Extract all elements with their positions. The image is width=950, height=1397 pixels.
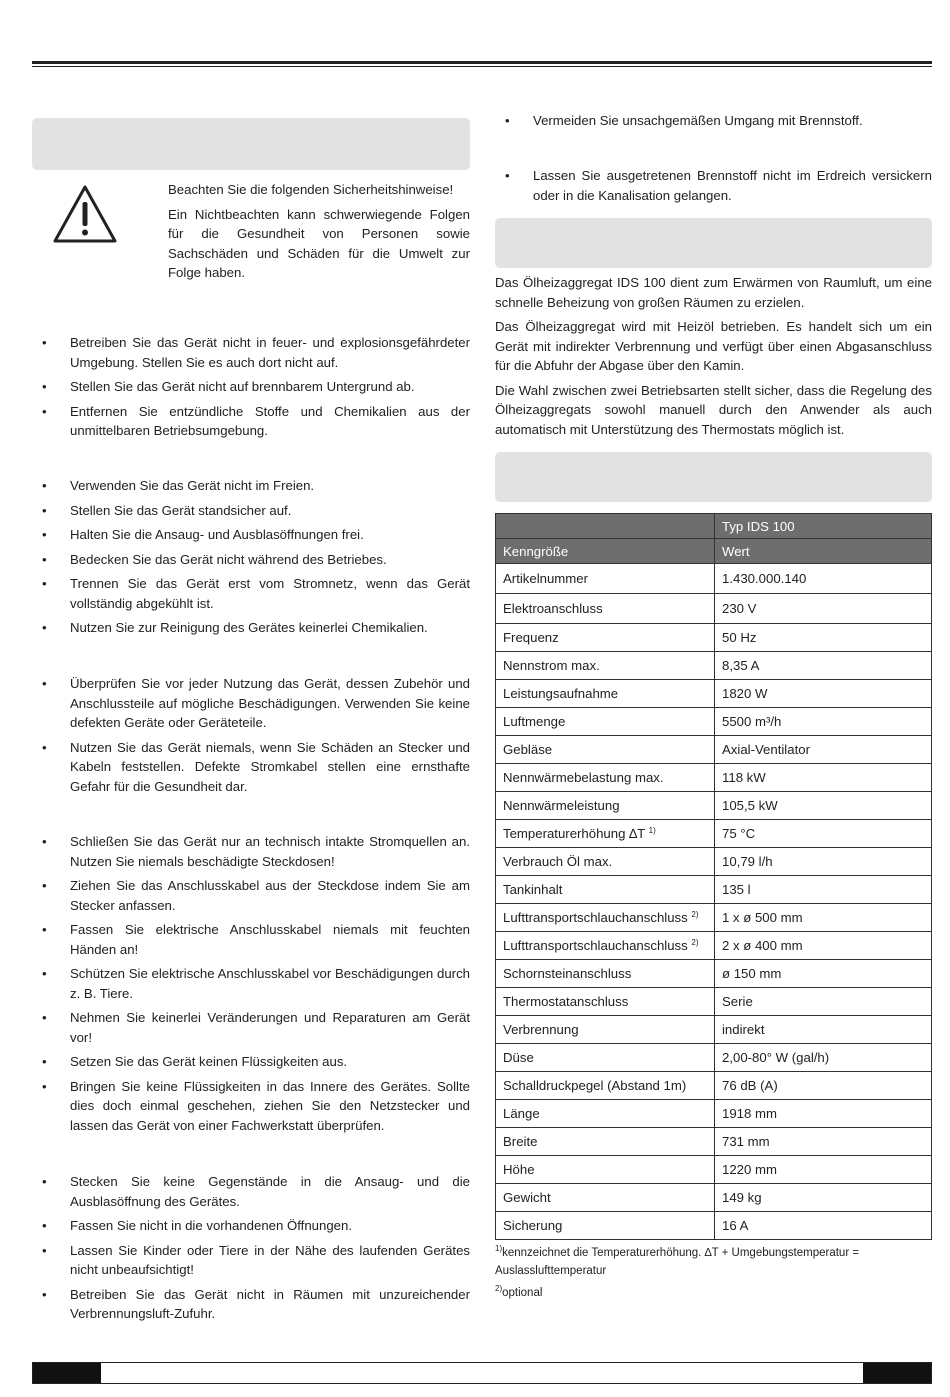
spec-name: Lufttransportschlauchanschluss xyxy=(503,910,688,925)
list-item: • Verwenden Sie das Gerät nicht im Freien. xyxy=(32,476,470,496)
spec-value-cell: 1 x ø 500 mm xyxy=(715,904,932,932)
list-item: • Trennen Sie das Gerät erst vom Stromnetz, wenn das Gerät vollständig abgekühlt ist. xyxy=(32,574,470,613)
section-heading-box-specs xyxy=(495,452,932,502)
spec-value-cell: Axial-Ventilator xyxy=(715,736,932,764)
footnote-2-text: optional xyxy=(502,1287,543,1299)
table-row xyxy=(496,820,932,848)
table-row xyxy=(496,652,932,680)
spec-name: Luftmenge xyxy=(503,714,566,729)
table-row xyxy=(496,764,932,792)
list-item: • Schützen Sie elektrische Anschlusskabel vor Beschädigungen durch z. B. Tiere. xyxy=(32,964,470,1003)
list-item: • Bringen Sie keine Flüssigkeiten in das Innere des Gerätes. Sollte dies doch einmal geschehen, ziehen Sie den Netzstecker und lassen das Gerät von einer Fachwerkstatt überprüfen. xyxy=(32,1077,470,1136)
spec-name: Artikelnummer xyxy=(503,571,589,586)
spec-value-cell: 2 x ø 400 mm xyxy=(715,932,932,960)
spec-name-cell xyxy=(496,564,715,594)
list-item: • Schließen Sie das Gerät nur an technisch intakte Stromquellen an. Nutzen Sie niemals beschädigte Steckdosen! xyxy=(32,832,470,871)
description xyxy=(495,273,932,444)
list-item: • Vermeiden Sie unsachgemäßen Umgang mit Brennstoff. xyxy=(495,111,932,131)
warning-line-2: Ein Nichtbeachten kann schwerwiegende Folgen für die Gesundheit von Personen sowie Sachschäden und Schäden für die Umwelt zur Folge haben. xyxy=(168,206,470,280)
spec-name-cell xyxy=(496,1128,715,1156)
spec-name-cell xyxy=(496,1184,715,1212)
list-item: • Stellen Sie das Gerät nicht auf brennbarem Untergrund ab. xyxy=(32,377,470,397)
spec-value-cell: 5500 m³/h xyxy=(715,708,932,736)
left-group-5 xyxy=(32,1172,470,1329)
table-row xyxy=(496,1128,932,1156)
table-row xyxy=(496,1212,932,1240)
spec-name-cell xyxy=(496,736,715,764)
spec-value-cell: 50 Hz xyxy=(715,624,932,652)
spec-name-cell xyxy=(496,960,715,988)
spec-name-cell xyxy=(496,652,715,680)
table-row xyxy=(496,736,932,764)
right-bullet-1 xyxy=(495,111,932,136)
list-item: • Betreiben Sie das Gerät nicht in feuer- und explosionsgefährdeter Umgebung. Stellen Sie es auch dort nicht auf. xyxy=(32,333,470,372)
table-row xyxy=(496,1156,932,1184)
spec-value-cell: 105,5 kW xyxy=(715,792,932,820)
list-item: • Halten Sie die Ansaug- und Ausblasöffnungen frei. xyxy=(32,525,470,545)
list-item: • Nutzen Sie das Gerät niemals, wenn Sie Schäden an Stecker und Kabeln feststellen. Defekte Stromkabel stellen eine ernsthafte Gefahr für die Gesundheit dar. xyxy=(32,738,470,797)
list-item: • Nutzen Sie zur Reinigung des Gerätes keinerlei Chemikalien. xyxy=(32,618,470,638)
table-row xyxy=(496,564,932,594)
list-item: • Fassen Sie elektrische Anschlusskabel niemals mit feuchten Händen an! xyxy=(32,920,470,959)
spec-name: Gewicht xyxy=(503,1190,551,1205)
table-row xyxy=(496,1072,932,1100)
spec-name: Nennwärmeleistung xyxy=(503,798,620,813)
spec-value-cell: 1.430.000.140 xyxy=(715,564,932,594)
spec-name: Verbrennung xyxy=(503,1022,579,1037)
section-heading-box-safety xyxy=(32,118,470,170)
header-rule xyxy=(32,61,932,64)
spec-name-cell xyxy=(496,904,715,932)
footnote-2-mark: 2) xyxy=(495,1284,503,1293)
spec-name-cell xyxy=(496,820,715,848)
spec-value-cell: 2,00-80° W (gal/h) xyxy=(715,1044,932,1072)
spec-value-cell: 230 V xyxy=(715,594,932,624)
spec-value-cell: 75 °C xyxy=(715,820,932,848)
left-group-3 xyxy=(32,674,470,801)
spec-name: Verbrauch Öl max. xyxy=(503,854,613,869)
spec-name: Frequenz xyxy=(503,630,559,645)
spec-name-cell xyxy=(496,848,715,876)
spec-value-cell: 1220 mm xyxy=(715,1156,932,1184)
table-header-row xyxy=(496,514,932,539)
left-group-1 xyxy=(32,333,470,446)
footer-bar xyxy=(32,1362,932,1384)
table-row xyxy=(496,876,932,904)
footnote-1-text: kennzeichnet die Temperaturerhöhung. ∆T + Umgebungstemperatur = Auslasslufttemperatur xyxy=(495,1247,860,1277)
spec-name: Nennstrom max. xyxy=(503,658,600,673)
spec-value-cell: 76 dB (A) xyxy=(715,1072,932,1100)
table-row xyxy=(496,792,932,820)
spec-footnote-mark: 2) xyxy=(691,938,699,947)
spec-name: Temperaturerhöhung ∆T xyxy=(503,826,645,841)
left-group-2 xyxy=(32,476,470,643)
spec-name-cell xyxy=(496,1044,715,1072)
spec-table-wrap xyxy=(495,513,932,1240)
spec-value-cell: 135 l xyxy=(715,876,932,904)
spec-name-cell xyxy=(496,764,715,792)
footnote-2 xyxy=(495,1280,932,1302)
header-type-cell: Typ IDS 100 xyxy=(715,514,932,539)
list-item: • Bedecken Sie das Gerät nicht während des Betriebes. xyxy=(32,550,470,570)
table-row xyxy=(496,624,932,652)
spec-name-cell xyxy=(496,932,715,960)
spec-value-cell: ø 150 mm xyxy=(715,960,932,988)
spec-value-cell: 118 kW xyxy=(715,764,932,792)
list-item: • Nehmen Sie keinerlei Veränderungen und Reparaturen am Gerät vor! xyxy=(32,1008,470,1047)
spec-name: Tankinhalt xyxy=(503,882,563,897)
spec-name-cell xyxy=(496,1156,715,1184)
spec-value-cell: 8,35 A xyxy=(715,652,932,680)
spec-value-cell: Serie xyxy=(715,988,932,1016)
spec-table xyxy=(495,513,932,1240)
warning-text xyxy=(168,180,470,288)
table-row xyxy=(496,1100,932,1128)
spec-value-cell: 1820 W xyxy=(715,680,932,708)
warning-line-1: Beachten Sie die folgenden Sicherheitshinweise! xyxy=(168,182,454,197)
table-row xyxy=(496,1184,932,1212)
table-row xyxy=(496,708,932,736)
footnote-1-mark: 1) xyxy=(495,1244,503,1253)
spec-name: Düse xyxy=(503,1050,534,1065)
table-row xyxy=(496,960,932,988)
list-item: • Entfernen Sie entzündliche Stoffe und Chemikalien aus der unmittelbaren Betriebsumgebung. xyxy=(32,402,470,441)
list-item: • Stecken Sie keine Gegenstände in die Ansaug- und die Ausblasöffnung des Gerätes. xyxy=(32,1172,470,1211)
right-bullet-2 xyxy=(495,166,932,210)
spec-name-cell xyxy=(496,1072,715,1100)
spec-name: Leistungsaufnahme xyxy=(503,686,619,701)
description-paragraph: Die Wahl zwischen zwei Betriebsarten stellt sicher, dass die Regelung des Ölheizaggregats sowohl manuell durch den Anwender als auch automatisch mit Unterstützung des Thermostats möglich ist. xyxy=(495,382,932,437)
list-item: • Lassen Sie Kinder oder Tiere in der Nähe des laufenden Gerätes nicht unbeaufsichtigt! xyxy=(32,1241,470,1280)
table-row xyxy=(496,1044,932,1072)
list-item: • Überprüfen Sie vor jeder Nutzung das Gerät, dessen Zubehör und Anschlussteile auf mögliche Beschädigungen. Verwenden Sie keine defekten Geräte oder Geräteteile. xyxy=(32,674,470,733)
spec-name: Gebläse xyxy=(503,742,553,757)
spec-name-cell xyxy=(496,792,715,820)
table-row xyxy=(496,594,932,624)
spec-value-cell: 10,79 l/h xyxy=(715,848,932,876)
spec-value-cell: 731 mm xyxy=(715,1128,932,1156)
table-row xyxy=(496,904,932,932)
spec-name-cell xyxy=(496,1100,715,1128)
description-paragraph: Das Ölheizaggregat wird mit Heizöl betrieben. Es handelt sich um ein Gerät mit indirekter Verbrennung und verfügt über einen Abgasanschluss für die Abfuhr der Abgase über den Kamin. xyxy=(495,319,932,373)
list-item: • Ziehen Sie das Anschlusskabel aus der Steckdose indem Sie am Stecker anfassen. xyxy=(32,876,470,915)
list-item: • Lassen Sie ausgetretenen Brennstoff nicht im Erdreich versickern oder in die Kanalisation gelangen. xyxy=(495,166,932,205)
left-group-4 xyxy=(32,832,470,1140)
spec-name: Länge xyxy=(503,1106,540,1121)
spec-footnote-mark: 2) xyxy=(691,910,699,919)
spec-name-cell xyxy=(496,1212,715,1240)
spec-name: Schalldruckpegel (Abstand 1m) xyxy=(503,1078,687,1093)
spec-name-cell xyxy=(496,624,715,652)
header-col1: Kenngröße xyxy=(496,539,715,564)
table-row xyxy=(496,932,932,960)
spec-footnote-mark: 1) xyxy=(648,826,656,835)
warning-triangle-icon xyxy=(52,184,118,244)
spec-name-cell xyxy=(496,876,715,904)
list-item: • Stellen Sie das Gerät standsicher auf. xyxy=(32,501,470,521)
table-row xyxy=(496,988,932,1016)
spec-name: Lufttransportschlauchanschluss xyxy=(503,938,688,953)
header-col2: Wert xyxy=(715,539,932,564)
list-item: • Fassen Sie nicht in die vorhandenen Öffnungen. xyxy=(32,1216,470,1236)
spec-value-cell: 1918 mm xyxy=(715,1100,932,1128)
section-heading-box-description xyxy=(495,218,932,268)
spec-value-cell: 149 kg xyxy=(715,1184,932,1212)
list-item: • Betreiben Sie das Gerät nicht in Räumen mit unzureichender Verbrennungsluft-Zufuhr. xyxy=(32,1285,470,1324)
table-row xyxy=(496,1016,932,1044)
description-paragraph: Das Ölheizaggregat IDS 100 dient zum Erwärmen von Raumluft, um eine schnelle Beheizung von großen Räumen zu erzielen. xyxy=(495,275,932,310)
spec-name-cell xyxy=(496,1016,715,1044)
spec-value-cell: 16 A xyxy=(715,1212,932,1240)
spec-name: Nennwärmebelastung max. xyxy=(503,770,664,785)
spec-name-cell xyxy=(496,988,715,1016)
header-empty-cell xyxy=(496,514,715,539)
spec-name: Sicherung xyxy=(503,1218,563,1233)
footnotes xyxy=(495,1240,932,1302)
spec-name-cell xyxy=(496,594,715,624)
table-row xyxy=(496,680,932,708)
spec-name: Höhe xyxy=(503,1162,535,1177)
footer-block-right xyxy=(863,1363,931,1383)
table-header-row xyxy=(496,539,932,564)
spec-value-cell: indirekt xyxy=(715,1016,932,1044)
footnote-1 xyxy=(495,1240,932,1280)
spec-name: Thermostatanschluss xyxy=(503,994,629,1009)
spec-name-cell xyxy=(496,708,715,736)
list-item: • Setzen Sie das Gerät keinen Flüssigkeiten aus. xyxy=(32,1052,470,1072)
spec-name: Breite xyxy=(503,1134,538,1149)
footer-block-left xyxy=(33,1363,101,1383)
spec-name-cell xyxy=(496,680,715,708)
spec-name: Elektroanschluss xyxy=(503,601,603,616)
header-rule-thin xyxy=(32,66,932,67)
table-row xyxy=(496,848,932,876)
spec-name: Schornsteinanschluss xyxy=(503,966,632,981)
